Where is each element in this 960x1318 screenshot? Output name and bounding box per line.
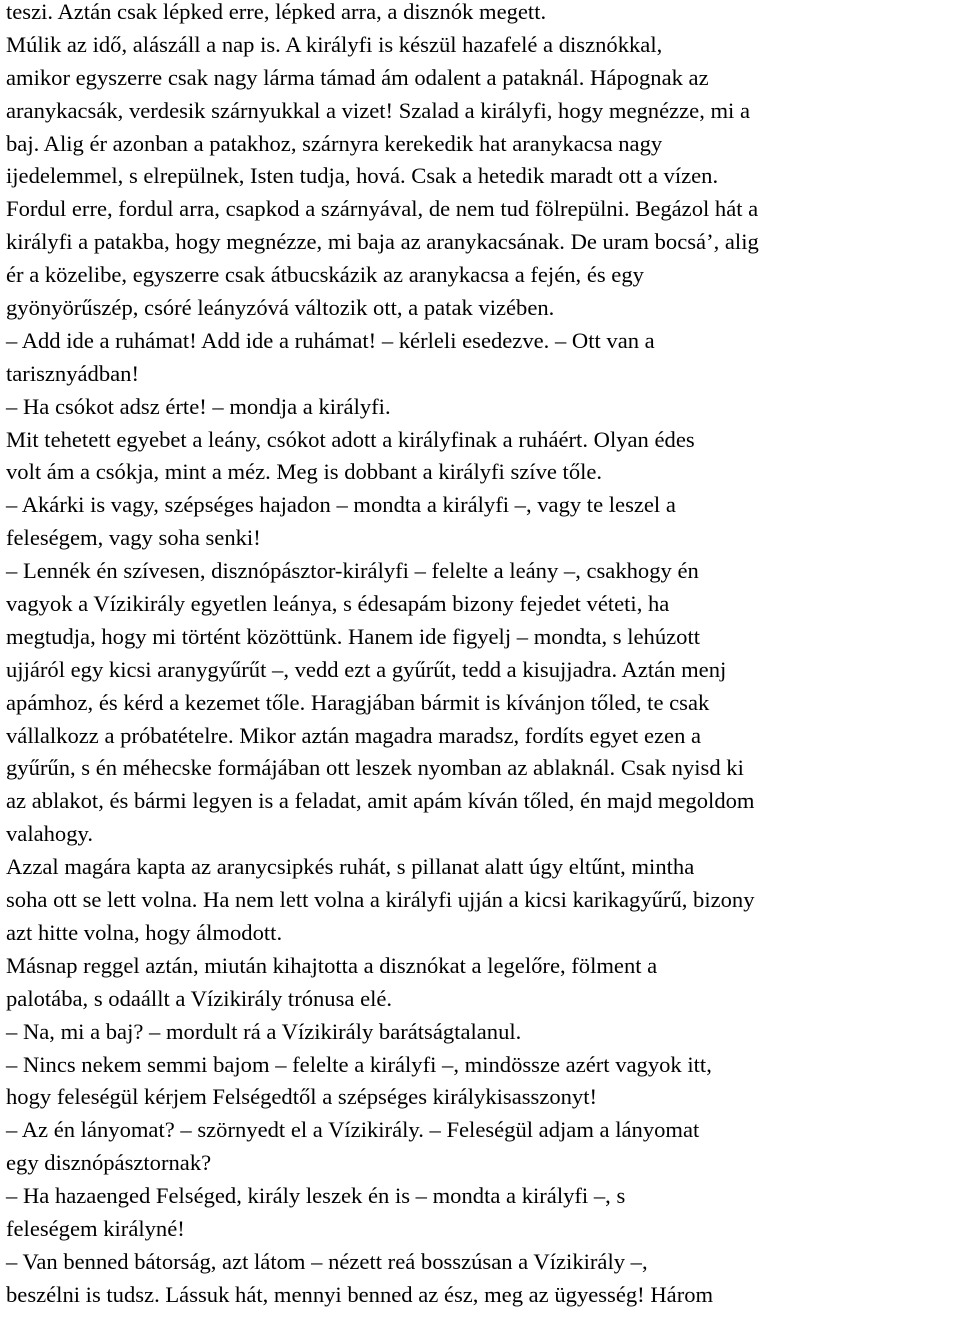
text-line: ijedelemmel, s elrepülnek, Isten tudja, hová. Csak a hetedik maradt ott a vízen. [6,163,719,189]
text-line: beszélni is tudsz. Lássuk hát, mennyi benned az ész, meg az ügyesség! Három [6,1281,714,1307]
text-line: feleségem királyné! [6,1215,185,1241]
text-line: palotába, s odaállt a Vízikirály trónusa elé. [6,985,393,1011]
text-line: – Lennék én szívesen, disznópásztor-királyfi – felelte a leány –, csakhogy én [6,558,699,584]
text-line: ujjáról egy kicsi aranygyűrűt –, vedd ezt a gyűrűt, tedd a kisujjadra. Aztán menj [6,656,727,682]
text-line: apámhoz, és kérd a kezemet tőle. Haragjában bármit is kívánjon tőled, te csak [6,689,710,715]
text-line: gyönyörűszép, csóré leányzóvá változik ott, a patak vizében. [6,295,555,321]
text-line: vagyok a Vízikirály egyetlen leánya, s édesapám bizony fejedet véteti, ha [6,591,670,617]
text-line: megtudja, hogy mi történt közöttünk. Hanem ide figyelj – mondta, s lehúzott [6,623,700,649]
text-line: soha ott se lett volna. Ha nem lett volna a királyfi ujján a kicsi karikagyűrű, bizony [6,887,755,913]
document-page [6,0,956,1312]
text-line: – Akárki is vagy, szépséges hajadon – mondta a királyfi –, vagy te leszel a [6,492,676,518]
text-line: aranykacsák, verdesik szárnyukkal a vizet! Szalad a királyfi, hogy megnézze, mi a [6,97,751,123]
text-line: Múlik az idő, alászáll a nap is. A királyfi is készül hazafelé a disznókkal, [6,31,663,57]
text-line: amikor egyszerre csak nagy lárma támad ám odalent a pataknál. Hápognak az [6,64,709,90]
text-line: Fordul erre, fordul arra, csapkod a szárnyával, de nem tud fölrepülni. Begázol hát a [6,196,759,222]
text-line: teszi. Aztán csak lépked erre, lépked arra, a disznók megett. [6,0,547,24]
text-line: – Na, mi a baj? – mordult rá a Vízikirály barátságtalanul. [6,1018,522,1044]
text-line: Másnap reggel aztán, miután kihajtotta a disznókat a legelőre, fölment a [6,952,658,978]
text-line: vállalkozz a próbatételre. Mikor aztán magadra maradsz, fordíts egyet ezen a [6,722,702,748]
text-line: valahogy. [6,821,93,847]
text-line: – Ha csókot adsz érte! – mondja a királyfi. [6,393,391,419]
text-line: Mit tehetett egyebet a leány, csókot adott a királyfinak a ruháért. Olyan édes [6,426,695,452]
text-line: az ablakot, és bármi legyen is a feladat, amit apám kíván tőled, én majd megoldom [6,788,755,814]
text-line: Azzal magára kapta az aranycsipkés ruhát, s pillanat alatt úgy eltűnt, mintha [6,854,695,880]
text-line: tarisznyádban! [6,360,139,386]
text-line: gyűrűn, s én méhecske formájában ott leszek nyomban az ablaknál. Csak nyisd ki [6,755,744,781]
text-line: – Az én lányomat? – szörnyedt el a Vízikirály. – Feleségül adjam a lányomat [6,1117,700,1143]
text-line: feleségem, vagy soha senki! [6,525,261,551]
text-line: egy disznópásztornak? [6,1150,212,1176]
text-line: volt ám a csókja, mint a méz. Meg is dobbant a királyfi szíve tőle. [6,459,603,485]
text-line: – Van benned bátorság, azt látom – nézett reá bosszúsan a Vízikirály –, [6,1248,648,1274]
text-line: azt hitte volna, hogy álmodott. [6,919,283,945]
text-line: királyfi a patakba, hogy megnézze, mi baja az aranykacsának. De uram bocsá’, alig [6,229,759,255]
text-line: hogy feleségül kérjem Felségedtől a szépséges királykisasszonyt! [6,1084,598,1110]
text-line: – Add ide a ruhámat! Add ide a ruhámat! – kérleli esedezve. – Ott van a [6,327,655,353]
text-line: – Nincs nekem semmi bajom – felelte a királyfi –, mindössze azért vagyok itt, [6,1051,712,1077]
text-line: ér a közelibe, egyszerre csak átbucskázik az aranykacsa a fején, és egy [6,262,644,288]
text-line: baj. Alig ér azonban a patakhoz, szárnyra kerekedik hat aranykacsa nagy [6,130,663,156]
text-line: – Ha hazaenged Felséged, király leszek én is – mondta a királyfi –, s [6,1183,626,1209]
